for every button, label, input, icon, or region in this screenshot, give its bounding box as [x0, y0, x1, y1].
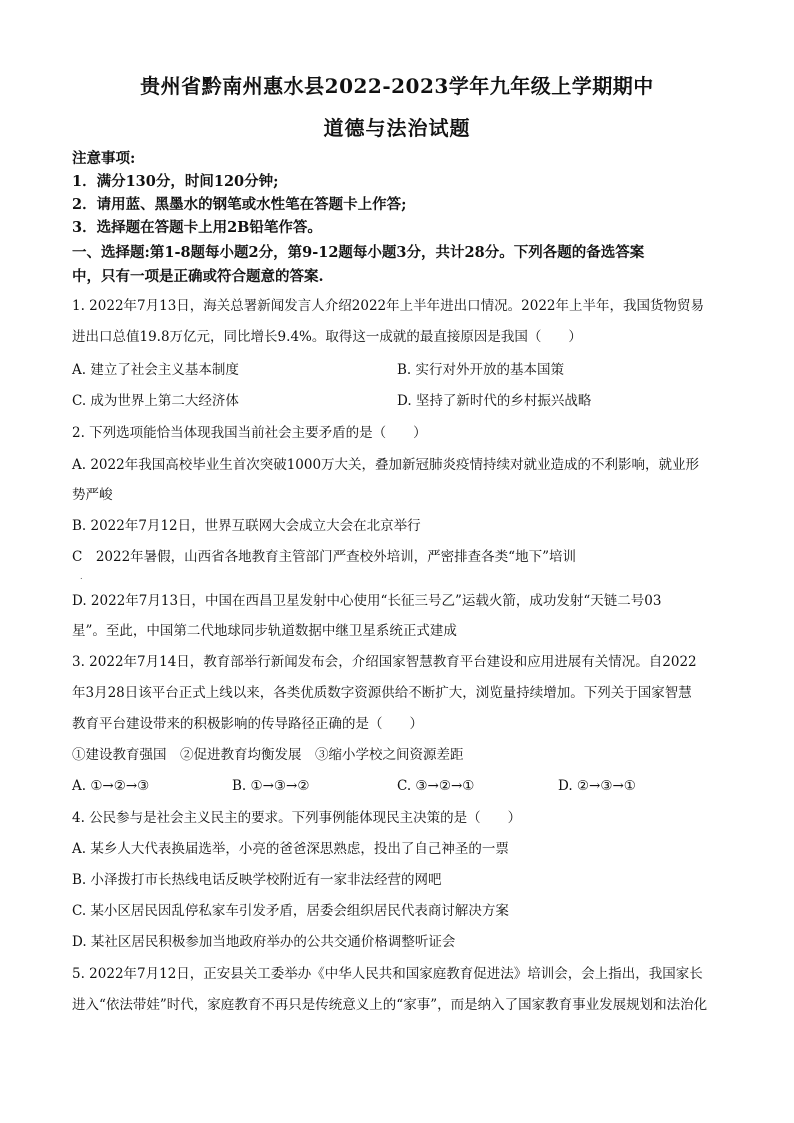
- question-1-stem: 1. 2022年7月13日，海关总署新闻发言人介绍2022年上半年进出口情况。2022年上半年，我国货物贸易: [72, 298, 705, 314]
- question-3-option-c: C. ③→②→①: [397, 778, 475, 794]
- question-1-option-d: D. 坚持了新时代的乡村振兴战略: [397, 393, 592, 409]
- question-1-option-b: B. 实行对外开放的基本国策: [397, 362, 565, 378]
- section-heading-cont: 中，只有一项是正确或符合题意的答案.: [72, 268, 324, 285]
- question-2-option-d-cont: 星”。至此，中国第二代地球同步轨道数据中继卫星系统正式建成: [72, 623, 457, 639]
- question-2-option-d: D. 2022年7月13日，中国在西昌卫星发射中心使用“长征三号乙”运载火箭，成功发射“天链二号03: [72, 593, 662, 609]
- question-3-option-d: D. ②→③→①: [558, 778, 636, 794]
- question-5-stem: 5. 2022年7月12日，正安县关工委举办《中华人民共和国家庭教育促进法》培训会，会上指出，我国家长: [72, 966, 703, 982]
- question-1-stem-cont: 进出口总值19.8万亿元，同比增长9.4%。取得这一成就的最直接原因是我国（ ）: [72, 329, 582, 345]
- question-1-option-a: A. 建立了社会主义基本制度: [72, 362, 239, 378]
- question-3-option-b: B. ①→③→②: [232, 778, 310, 794]
- question-2-option-b: B. 2022年7月12日，世界互联网大会成立大会在北京举行: [72, 518, 421, 534]
- question-5-stem-cont: 进入“依法带娃”时代，家庭教育不再只是传统意义上的“家事”，而是纳入了国家教育事业发展规划和法治化: [72, 997, 708, 1013]
- question-3-option-a: A. ①→②→③: [72, 778, 150, 794]
- question-3-stem: 3. 2022年7月14日，教育部举行新闻发布会，介绍国家智慧教育平台建设和应用进展有关情况。自2022: [72, 654, 697, 670]
- exam-subtitle: 道德与法治试题: [323, 116, 471, 140]
- notice-heading: 注意事项:: [72, 150, 136, 167]
- question-4-stem: 4. 公民参与是社会主义民主的要求。下列事例能体现民主决策的是（ ）: [72, 810, 522, 826]
- notice-item: 1．满分130分，时间120分钟;: [72, 173, 279, 190]
- stray-dot: .: [80, 572, 83, 581]
- question-2-option-c: C 2022年暑假，山西省各地教育主管部门严查校外培训，严密排查各类“地下”培训: [72, 549, 576, 565]
- question-4-option-c: C. 某小区居民因乱停私家车引发矛盾，居委会组织居民代表商讨解决方案: [72, 903, 509, 919]
- question-4-option-a: A. 某乡人大代表换届选举，小亮的爸爸深思熟虑，投出了自己神圣的一票: [72, 841, 509, 857]
- question-3-stem-cont: 教育平台建设带来的积极影响的传导路径正确的是（ ）: [72, 716, 423, 732]
- question-2-option-a: A. 2022年我国高校毕业生首次突破1000万大关，叠加新冠肺炎疫情持续对就业造成的不利影响，就业形: [72, 457, 700, 473]
- notice-item: 3．选择题在答题卡上用2B铅笔作答。: [72, 219, 322, 236]
- section-heading: 一、选择题:第1-8题每小题2分，第9-12题每小题3分，共计28分。下列各题的备选答案: [72, 244, 645, 261]
- question-4-option-b: B. 小泽拨打市长热线电话反映学校附近有一家非法经营的网吧: [72, 872, 442, 888]
- question-2-option-a-cont: 势严峻: [72, 487, 113, 503]
- notice-item: 2．请用蓝、黑墨水的钢笔或水性笔在答题卡上作答;: [72, 196, 407, 213]
- question-3-stem-cont: 年3月28日该平台正式上线以来，各类优质数字资源供给不断扩大，浏览量持续增加。下列关于国家智慧: [72, 685, 692, 701]
- question-3-items: ①建设教育强国 ②促进教育均衡发展 ③缩小学校之间资源差距: [72, 747, 464, 763]
- question-1-option-c: C. 成为世界上第二大经济体: [72, 393, 239, 409]
- question-2-stem: 2. 下列选项能恰当体现我国当前社会主要矛盾的是（ ）: [72, 425, 427, 441]
- question-4-option-d: D. 某社区居民积极参加当地政府举办的公共交通价格调整听证会: [72, 934, 456, 950]
- exam-title: 贵州省黔南州惠水县2022-2023学年九年级上学期期中: [140, 74, 654, 98]
